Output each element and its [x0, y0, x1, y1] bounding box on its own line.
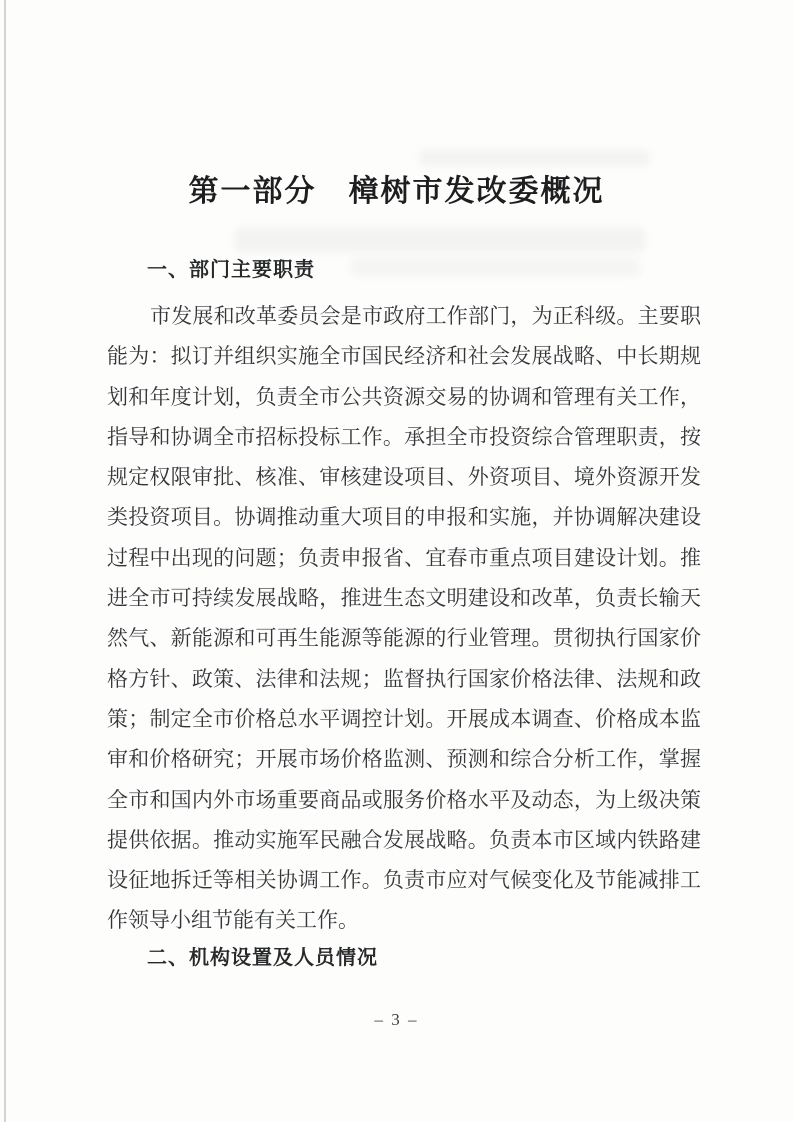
- body-text-line: 然气、新能源和可再生能源等能源的行业管理。贯彻执行国家价: [107, 626, 701, 651]
- body-text-line: 市发展和改革委员会是市政府工作部门，为正科级。主要职: [150, 304, 701, 328]
- bleed-through-artifact: [235, 228, 645, 252]
- body-text-line: 全市和国内外市场重要商品或服务价格水平及动态，为上级决策: [107, 787, 701, 812]
- page-number: – 3 –: [374, 1010, 419, 1029]
- body-text-line: 划和年度计划，负责全市公共资源交易的协调和管理有关工作，: [107, 384, 701, 409]
- body-text-line: 策；制定全市价格总水平调控计划。开展成本调查、价格成本监: [107, 706, 701, 731]
- body-text-line: 类投资项目。协调推动重大项目的申报和实施，并协调解决建设: [107, 505, 701, 530]
- body-text-line: 过程中出现的问题；负责申报省、宜春市重点项目建设计划。推: [107, 545, 701, 570]
- body-text-line: 提供依据。推动实施军民融合发展战略。负责本市区域内铁路建: [107, 827, 701, 852]
- body-text-line: 作领导小组节能有关工作。: [107, 908, 359, 933]
- body-text-line: 规定权限审批、核准、审核建设项目、外资项目、境外资源开发: [107, 465, 701, 490]
- body-text-line: 能为：拟订并组织实施全市国民经济和社会发展战略、中长期规: [107, 344, 701, 369]
- bleed-through-artifact: [350, 258, 640, 276]
- duties-paragraph: [107, 296, 701, 941]
- body-text-line: 进全市可持续发展战略，推进生态文明建设和改革，负责长输天: [107, 586, 701, 611]
- body-text-line: 格方针、政策、法律和法规；监督执行国家价格法律、法规和政: [107, 666, 701, 691]
- body-text-line: 审和价格研究；开展市场价格监测、预测和综合分析工作，掌握: [107, 747, 701, 772]
- body-text-line: 指导和协调全市招标投标工作。承担全市投资综合管理职责，按: [107, 424, 701, 449]
- body-text-line: 设征地拆迁等相关协调工作。负责市应对气候变化及节能减排工: [107, 868, 701, 893]
- section-heading-duties: 一、部门主要职责: [147, 259, 315, 281]
- section-heading-organization: 二、机构设置及人员情况: [147, 947, 378, 969]
- bleed-through-artifact: [420, 150, 650, 166]
- document-title: 第一部分 樟树市发改委概况: [188, 175, 605, 208]
